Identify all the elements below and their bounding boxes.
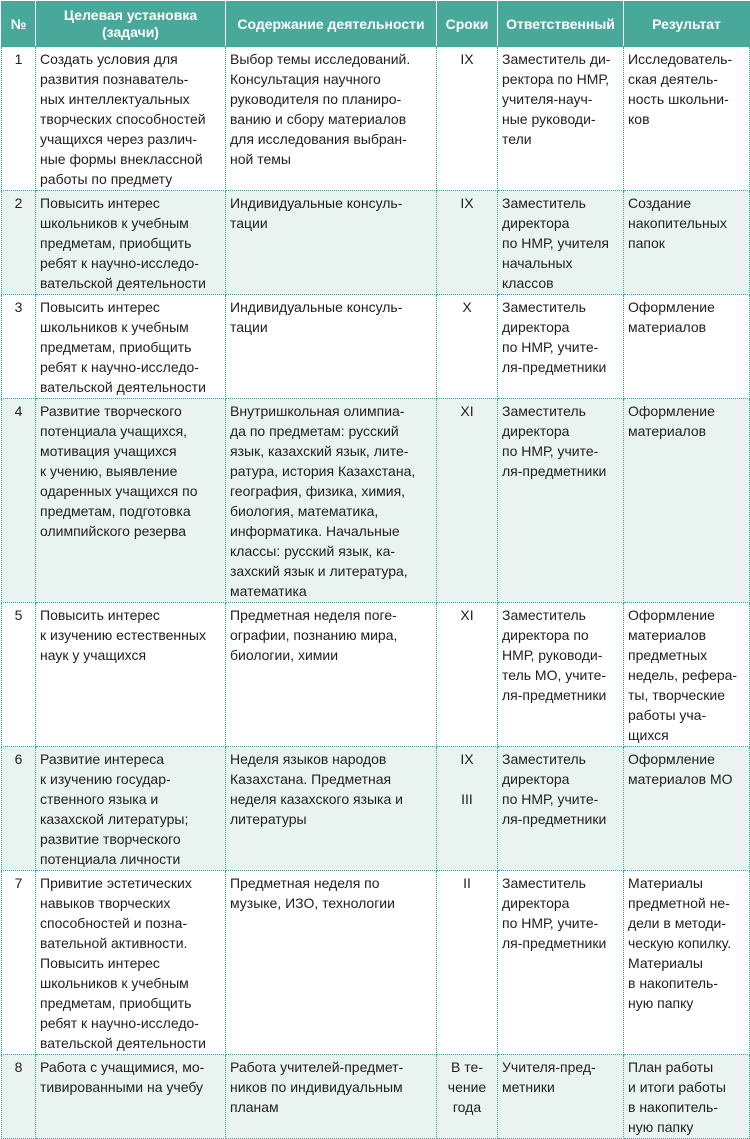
result-text: Оформление материалов <box>628 299 715 335</box>
content-cell <box>226 603 437 747</box>
row-number <box>2 871 36 1055</box>
content-cell <box>226 399 437 603</box>
responsible-text: Заместитель директора по НМР, учителя начальных классов <box>502 195 609 291</box>
row-number <box>2 295 36 399</box>
goal-cell <box>36 47 226 191</box>
content-cell <box>226 191 437 295</box>
responsible-text: Заместитель директора по НМР, учите- ля-предметники <box>502 875 607 951</box>
content-text: Выбор темы исследований. Консультация научного руководителя по планиро- ванию и сбору материалов для исследования выбран- ной темы <box>230 51 411 167</box>
goal-text: Повысить интерес школьников к учебным предметам, приобщить ребят к научно-исследо- вательской деятельности <box>40 195 206 291</box>
goal-text: Развитие интереса к изучению государ- ственного языка и казахской литературы; развитие творческого потенциала личности <box>40 751 189 867</box>
result-text: Исследователь- ская деятель- ность школьни- ков <box>628 51 733 127</box>
header-result: Результат <box>624 2 750 47</box>
result-text: Оформление материалов <box>628 403 715 439</box>
table-body <box>2 47 750 1139</box>
responsible-cell <box>498 399 624 603</box>
result-cell <box>624 1055 750 1139</box>
result-text: Оформление материалов предметных недель, рефера- ты, творческие работы уча- щихся <box>628 607 738 743</box>
responsible-text: Учителя-пред- метники <box>502 1059 596 1095</box>
row-number-text: 1 <box>14 51 23 67</box>
header-term: Сроки <box>437 2 498 47</box>
header-goal: Целевая установка (задачи) <box>36 2 226 47</box>
responsible-cell <box>498 191 624 295</box>
row-number <box>2 1055 36 1139</box>
result-text: Создание накопительных папок <box>628 195 727 251</box>
result-cell <box>624 295 750 399</box>
content-cell <box>226 295 437 399</box>
content-cell <box>226 747 437 871</box>
content-text: Внутришкольная олимпиа- да по предметам: русский язык, казахский язык, лите- ратура, история Казахстана, география, физика, химия, биология, математика, информатика. Начальные классы: русский язык, ка- захский язык и литература, математика <box>230 403 416 599</box>
responsible-cell <box>498 871 624 1055</box>
responsible-text: Заместитель директора по НМР, руководи- тель МО, учите- ля-предметники <box>502 607 607 703</box>
term-text: В те- чение года <box>447 1059 487 1115</box>
goal-text: Работа с учащимися, мо- тивированными на учебу <box>40 1059 205 1095</box>
table-header <box>2 2 750 47</box>
activity-plan-table <box>1 1 750 1139</box>
result-text: Оформление материалов МО <box>628 751 733 787</box>
content-text: Индивидуальные консуль- тации <box>230 299 403 335</box>
row-number-text: 5 <box>14 607 23 623</box>
table-row <box>2 399 750 603</box>
result-cell <box>624 871 750 1055</box>
term-cell <box>437 47 498 191</box>
term-text: IX <box>460 51 474 67</box>
content-text: Работа учителей-предмет- ников по индивидуальным планам <box>230 1059 404 1115</box>
table-row <box>2 1055 750 1139</box>
responsible-text: Заместитель директора по НМР, учите- ля-предметники <box>502 751 607 827</box>
header-responsible: Ответственный <box>498 2 624 47</box>
table-row <box>2 47 750 191</box>
row-number <box>2 399 36 603</box>
term-cell <box>437 191 498 295</box>
goal-cell <box>36 191 226 295</box>
result-text: Материалы предметной не- дели в методи- ческую копилку. Материалы в накопитель- ную папку <box>628 875 732 1011</box>
responsible-cell <box>498 1055 624 1139</box>
term-text: IX III <box>460 751 474 807</box>
content-cell <box>226 47 437 191</box>
goal-cell <box>36 747 226 871</box>
row-number-text: 3 <box>14 299 23 315</box>
table-row <box>2 871 750 1055</box>
term-text: XI <box>460 607 474 623</box>
responsible-cell <box>498 603 624 747</box>
result-cell <box>624 603 750 747</box>
header-row <box>2 2 750 47</box>
row-number-text: 6 <box>14 751 23 767</box>
term-text: II <box>463 875 471 891</box>
term-text: XI <box>460 403 474 419</box>
goal-text: Создать условия для развития познаватель- ных интеллектуальных творческих способностей учащихся через различ- ные формы внеклассной работы по предмету <box>40 51 206 187</box>
table-row <box>2 747 750 871</box>
goal-cell <box>36 399 226 603</box>
row-number-text: 8 <box>14 1059 23 1075</box>
header-number: № <box>2 2 36 47</box>
result-cell <box>624 747 750 871</box>
content-text: Предметная неделя по музыке, ИЗО, технологии <box>230 875 395 911</box>
term-text: IX <box>460 195 474 211</box>
result-cell <box>624 191 750 295</box>
row-number <box>2 603 36 747</box>
row-number <box>2 747 36 871</box>
responsible-cell <box>498 295 624 399</box>
responsible-text: Заместитель ди- ректора по НМР, учителя-науч- ные руководи- тели <box>502 51 611 147</box>
content-cell <box>226 871 437 1055</box>
responsible-text: Заместитель директора по НМР, учите- ля-предметники <box>502 403 607 479</box>
responsible-cell <box>498 747 624 871</box>
table-row <box>2 295 750 399</box>
result-cell <box>624 47 750 191</box>
table-row <box>2 191 750 295</box>
content-cell <box>226 1055 437 1139</box>
result-text: План работы и итоги работы в накопитель- ную папку <box>628 1059 726 1135</box>
table-row <box>2 603 750 747</box>
goal-text: Повысить интерес школьников к учебным предметам, приобщить ребят к научно-исследо- вательской деятельности <box>40 299 206 395</box>
header-content: Содержание деятельности <box>226 2 437 47</box>
row-number-text: 7 <box>14 875 23 891</box>
goal-cell <box>36 295 226 399</box>
term-text: X <box>462 299 472 315</box>
content-text: Индивидуальные консуль- тации <box>230 195 403 231</box>
responsible-cell <box>498 47 624 191</box>
term-cell <box>437 747 498 871</box>
row-number-text: 2 <box>14 195 23 211</box>
content-text: Предметная неделя поге- ографии, познанию мира, биологии, химии <box>230 607 398 663</box>
term-cell <box>437 603 498 747</box>
row-number <box>2 191 36 295</box>
goal-cell <box>36 603 226 747</box>
row-number-text: 4 <box>14 403 23 419</box>
result-cell <box>624 399 750 603</box>
term-cell <box>437 399 498 603</box>
goal-cell <box>36 871 226 1055</box>
goal-text: Развитие творческого потенциала учащихся, мотивация учащихся к учению, выявление одаренных учащихся по предметам, подготовка олимпийского резерва <box>40 403 198 539</box>
goal-cell <box>36 1055 226 1139</box>
goal-text: Привитие эстетических навыков творческих способностей и позна- вательной активности. Повысить интерес школьников к учебным предметам, приобщить ребят к научно-исследо- вательской деятельности <box>40 875 206 1051</box>
term-cell <box>437 295 498 399</box>
term-cell <box>437 871 498 1055</box>
content-text: Неделя языков народов Казахстана. Предметная неделя казахского языка и литературы <box>230 751 403 827</box>
term-cell <box>437 1055 498 1139</box>
row-number <box>2 47 36 191</box>
goal-text: Повысить интерес к изучению естественных наук у учащихся <box>40 607 206 663</box>
responsible-text: Заместитель директора по НМР, учите- ля-предметники <box>502 299 607 375</box>
